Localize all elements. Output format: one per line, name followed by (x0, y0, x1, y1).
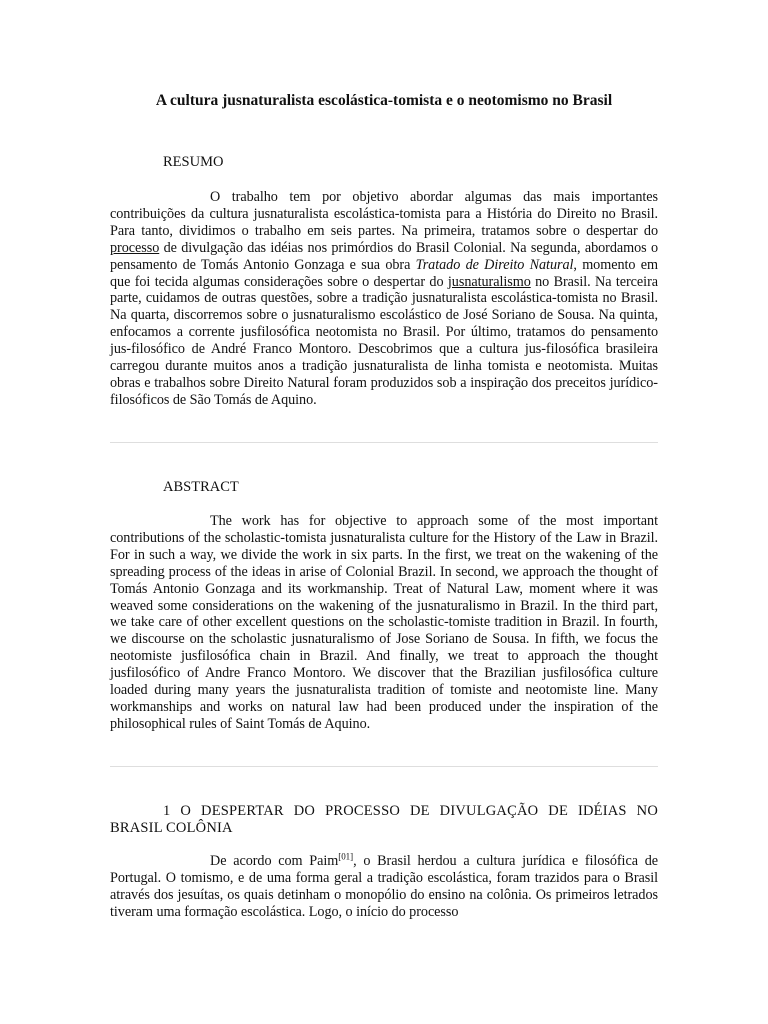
resumo-text-2: de divulgação das idéias nos primórdios do Brasil Colonial. Na segunda, abordamos o pensamento de Tomás Antonio Gonzaga e sua obra (110, 239, 658, 273)
abstract-heading: ABSTRACT (163, 479, 239, 495)
resumo-text-1: O trabalho tem por objetivo abordar algumas das mais importantes contribuições da cultura jusnaturalista escolástica-tomista para a História do Direito no Brasil. Para tanto, dividimos o trabalho em seis partes. Na primeira, tratamos sobre o despertar do (110, 189, 658, 239)
divider-2 (110, 766, 658, 767)
section-1-text-2: , o Brasil herdou a cultura jurídica e filosófica de Portugal. O tomismo, e de uma forma geral a tradição escolástica, foram trazidos para o Brasil através dos jesuítas, os quais detinham o monopólio do ensino na colônia. Os primeiros letrados tiveram uma formação escolástica. Logo, o início do processo (110, 853, 658, 920)
footnote-ref-01[interactable]: [01] (338, 851, 354, 862)
resumo-underlined-processo: processo (110, 239, 160, 256)
resumo-heading: RESUMO (163, 154, 224, 170)
resumo-italic-title: Tratado de Direito Natural (415, 256, 574, 273)
section-1-paragraph (110, 853, 658, 921)
document-title: A cultura jusnaturalista escolástica-tomista e o neotomismo no Brasil (155, 92, 613, 109)
section-1-heading: 1 O DESPERTAR DO PROCESSO DE DIVULGAÇÃO DE IDÉIAS NO BRASIL COLÔNIA (110, 803, 658, 836)
resumo-underlined-jusnaturalismo: jusnaturalismo (447, 273, 531, 290)
resumo-text-4: no Brasil. Na terceira parte, cuidamos de outras questões, sobre a tradição jusnaturalista escolástica-tomista no Brasil. Na quarta, discorremos sobre o jusnaturalismo escolástico de José Soriano de Sousa. Na quinta, enfocamos a corrente jusfilosófica neotomista no Brasil. Por último, tratamos do pensamento jus-filosófico de André Franco Montoro. Descobrimos que a cultura jus-filosófica brasileira carregou durante muitos anos a tradição jusnaturalista de linha tomista e neotomista. Muitas obras e trabalhos sobre Direito Natural foram produzidos sob a inspiração dos preceitos jurídico-filosóficos de São Tomás de Aquino. (110, 273, 658, 408)
section-1-text-1: De acordo com Paim (210, 853, 339, 869)
resumo-text-3: , momento em que foi tecida algumas considerações sobre o despertar do (110, 256, 658, 290)
resumo-paragraph (110, 189, 658, 409)
abstract-paragraph: The work has for objective to approach some of the most important contributions of the scholastic-tomista jusnaturalista culture for the History of the Law in Brazil. For in such a way, we divide the work in six parts. In the first, we treat on the wakening of the spreading process of the ideas in arise of Colonial Brazil. In second, we approach the thought of Tomás Antonio Gonzaga and its workmanship. Treat of Natural Law, moment where it was weaved some considerations on the wakening of the jusnaturalismo in Brazil. In the third part, we take care of other excellent questions on the scholastic-tomiste tradition in Brazil. In fourth, we discourse on the scholastic jusnaturalismo of Jose Soriano de Sousa. In fifth, we focus the neotomiste jusfilosófica chain in Brazil. And finally, we treat to approach the thought jusfilosófico of Andre Franco Montoro. We discover that the Brazilian jusfilosófica culture loaded during many years the jusnaturalista tradition of tomiste and neotomiste line. Many workmanships and works on natural law had been produced under the inspiration of the philosophical rules of Saint Tomás de Aquino. (110, 513, 658, 732)
divider-1 (110, 442, 658, 443)
